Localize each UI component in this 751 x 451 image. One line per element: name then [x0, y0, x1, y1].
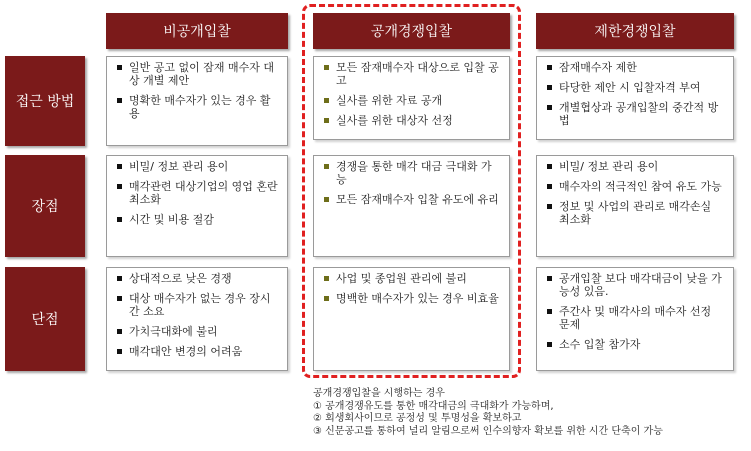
- list-item: 잠재매수자 제한: [547, 61, 725, 74]
- list-item: 명백한 매수자가 있는 경우 비효율: [324, 292, 501, 305]
- list-item: 매각대안 변경의 어려움: [117, 345, 279, 358]
- list-item: 사업 및 종업원 관리에 불리: [324, 272, 501, 285]
- list-item: 주간사 및 매각사의 매수자 선정 문제: [547, 305, 725, 331]
- footnote-item: ② 회생회사이므로 공정성 및 투명성을 확보하고: [313, 413, 522, 424]
- list-item: 일반 공고 없이 잠재 매수자 대상 개별 제안: [117, 61, 279, 87]
- footnotes: [313, 388, 663, 438]
- list-item: 개별협상과 공개입찰의 중간적 방법: [547, 101, 725, 127]
- cell-advantages-limited: [536, 155, 734, 257]
- list-item: 명확한 매수자가 있는 경우 활용: [117, 94, 279, 120]
- list-item: 소수 입찰 참가자: [547, 338, 725, 351]
- cell-disadvantages-public: [313, 267, 510, 371]
- cell-approach-limited: [536, 56, 734, 140]
- list-item: 가치극대화에 불리: [117, 325, 279, 338]
- list-item: 비밀/ 정보 관리 용이: [547, 160, 725, 173]
- list-item: 모든 잠재매수자 입찰 유도에 유리: [324, 193, 501, 206]
- list-item: 대상 매수자가 없는 경우 장시간 소요: [117, 292, 279, 318]
- list-item: 시간 및 비용 절감: [117, 213, 279, 226]
- cell-approach-private: [106, 56, 288, 146]
- row-label-disadvantages: 단점: [5, 267, 85, 371]
- list-item: 상대적으로 낮은 경쟁: [117, 272, 279, 285]
- footnote-item: ③ 신문공고를 통하여 널리 알림으로써 인수의향자 확보를 위한 시간 단축이 가능: [313, 425, 663, 437]
- list-item: 매각관련 대상기업의 영업 혼란 최소화: [117, 180, 279, 206]
- row-label-approach: 접근 방법: [5, 56, 85, 146]
- column-header-limited: 제한경쟁입찰: [536, 13, 734, 49]
- list-item: 모든 잠재매수자 대상으로 입찰 공고: [324, 61, 501, 87]
- row-label-advantages: 장점: [5, 155, 85, 257]
- cell-advantages-public: [313, 155, 510, 257]
- column-header-public: 공개경쟁입찰: [313, 13, 510, 49]
- cell-approach-public: [313, 56, 510, 140]
- cell-disadvantages-limited: [536, 267, 734, 371]
- list-item: 경쟁을 통한 매각 대금 극대화 가능: [324, 160, 501, 186]
- column-header-private: 비공개입찰: [106, 13, 288, 49]
- list-item: 타당한 제안 시 입찰자격 부여: [547, 81, 725, 94]
- list-item: 실사를 위한 대상자 선정: [324, 114, 501, 127]
- footnote-item: ① 공개경쟁유도를 통한 매각대금의 극대화가 가능하며,: [313, 400, 554, 412]
- cell-disadvantages-private: [106, 267, 288, 371]
- list-item: 공개입찰 보다 매각대금이 낮을 가능성 있음.: [547, 272, 725, 298]
- cell-advantages-private: [106, 155, 288, 257]
- footnote-title: 공개경쟁입찰을 시행하는 경우: [313, 388, 445, 399]
- list-item: 실사를 위한 자료 공개: [324, 94, 501, 107]
- list-item: 매수자의 적극적인 참여 유도 가능: [547, 180, 725, 193]
- list-item: 비밀/ 정보 관리 용이: [117, 160, 279, 173]
- list-item: 정보 및 사업의 관리로 매각손실 최소화: [547, 200, 725, 226]
